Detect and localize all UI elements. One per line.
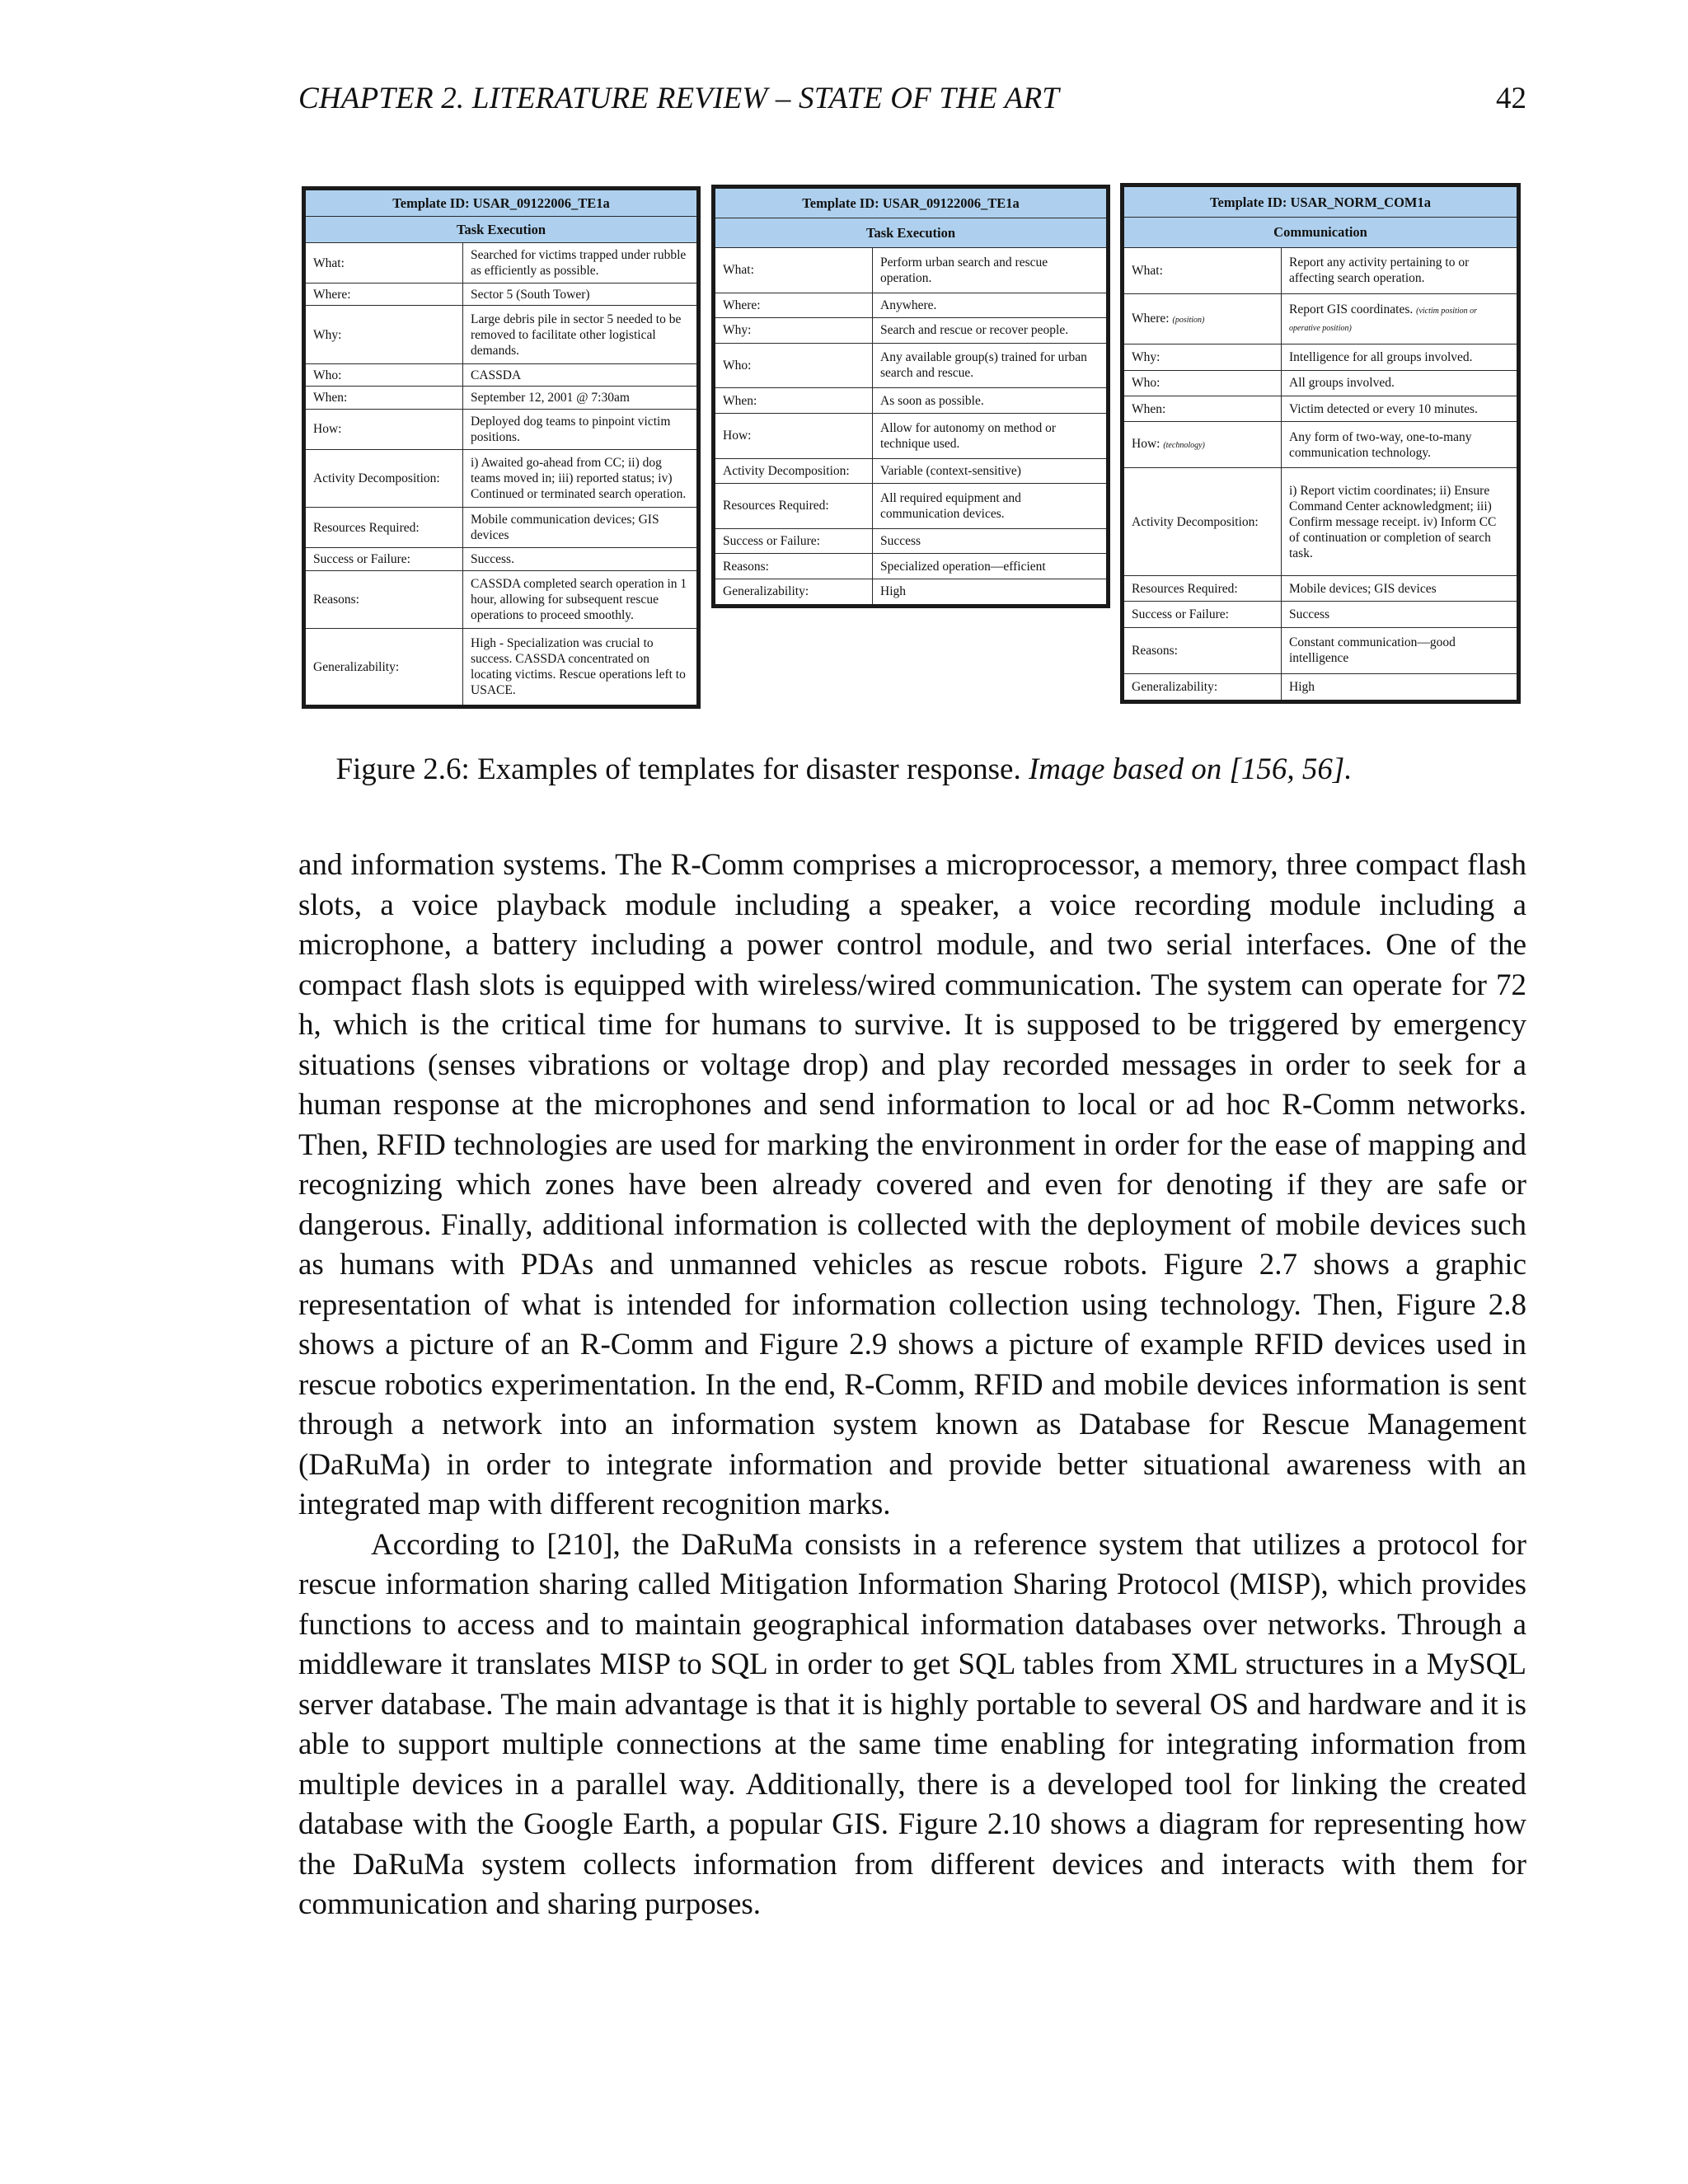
row-value: i) Awaited go-ahead from CC; ii) dog teams moved in; iii) reported status; iv) Continued or terminated search operation. [463, 449, 699, 508]
table-row [714, 247, 1109, 293]
row-label: Generalizability: [304, 629, 463, 707]
row-value: Allow for autonomy on method or technique used. [873, 413, 1109, 458]
template-table-1 [302, 186, 701, 709]
table-row [304, 387, 699, 409]
figure-templates [302, 183, 1522, 710]
row-label: Where: (position) [1123, 293, 1282, 344]
label-note: (position) [1172, 315, 1205, 325]
row-value: i) Report victim coordinates; ii) Ensure Command Center acknowledgment; iii) Confirm message receipt. iv) Inform CC of continuation or completion of search task. [1282, 468, 1519, 576]
row-label: Resources Required: [304, 508, 463, 548]
row-value: Perform urban search and rescue operation. [873, 247, 1109, 293]
table-row [714, 484, 1109, 529]
table-row [1123, 576, 1519, 602]
paragraph: According to [210], the DaRuMa consists in a reference system that utilizes a protocol for rescue information sharing called Mitigation Information Sharing Protocol (MISP), which provides functions to access and to maintain geographical information databases over networks. Through a middleware it translates MISP to SQL in order to get SQL tables from XML structures in a MySQL server database. The main advantage is that it is highly portable to several OS and hardware and it is able to support multiple connections at the same time enabling for integrating information from multiple devices in a parallel way. Additionally, there is a developed tool for linking the created database with the Google Earth, a popular GIS. Figure 2.10 shows a diagram for representing how the DaRuMa system collects information from different devices and interacts with them for communication and sharing purposes. [298, 1527, 1526, 1921]
table-row [1123, 468, 1519, 576]
row-value: Victim detected or every 10 minutes. [1282, 396, 1519, 421]
row-label: Why: [1123, 344, 1282, 370]
table-row [304, 629, 699, 707]
row-label: Where: [714, 293, 873, 318]
table-row [304, 364, 699, 387]
row-label: What: [714, 247, 873, 293]
row-value: Searched for victims trapped under rubble as efficiently as possible. [463, 243, 699, 284]
row-value: High [873, 579, 1109, 606]
table-row [1123, 602, 1519, 627]
row-label: Reasons: [1123, 627, 1282, 673]
caption-text: Figure 2.6: Examples of templates for disaster response. [335, 752, 1021, 786]
row-value: Mobile devices; GIS devices [1282, 576, 1519, 602]
row-value: Success [873, 528, 1109, 554]
row-label: How: (technology) [1123, 422, 1282, 468]
table-row [714, 554, 1109, 579]
table-row [714, 343, 1109, 388]
row-label: Resources Required: [1123, 576, 1282, 602]
template-section: Task Execution [714, 218, 1109, 248]
row-label: Reasons: [714, 554, 873, 579]
row-label: Resources Required: [714, 484, 873, 529]
row-label: When: [714, 388, 873, 414]
row-label: How: [304, 409, 463, 449]
template-table-3 [1120, 183, 1521, 704]
row-value: Any form of two-way, one-to-many communication technology. [1282, 422, 1519, 468]
row-label: What: [1123, 247, 1282, 293]
table-row [714, 458, 1109, 484]
row-value: Success. [463, 548, 699, 570]
running-header [298, 81, 1526, 122]
paragraph: and information systems. The R-Comm comprises a microprocessor, a memory, three compact flash slots, a voice playback module including a speaker, a voice recording module including a microphone, a battery including a power control module, and two serial interfaces. One of the compact flash slots is equipped with wireless/wired communication. The system can operate for 72 h, which is the critical time for humans to survive. It is supposed to be triggered by emergency situations (senses vibrations or voltage drop) and play recorded messages in order to seek for a human response at the microphones and send information to local or ad hoc R-Comm networks. Then, RFID technologies are used for marking the environment in order for the ease of mapping and recognizing which zones have been already covered and even for denoting if they are safe or dangerous. Finally, additional information is collected with the deployment of mobile devices such as humans with PDAs and unmanned vehicles as rescue robots. Figure 2.7 shows a graphic representation of what is intended for information collection using technology. Then, Figure 2.8 shows a picture of an R-Comm and Figure 2.9 shows a picture of example RFID devices used in rescue robotics experimentation. In the end, R-Comm, RFID and mobile devices information is sent through a network into an information system known as Database for Rescue Management (DaRuMa) in order to integrate information and provide better situational awareness with an integrated map with different recognition marks. [298, 848, 1526, 1521]
row-value: Report GIS coordinates. (victim position or operative position) [1282, 293, 1519, 344]
row-value: Deployed dog teams to pinpoint victim positions. [463, 409, 699, 449]
row-label: Why: [304, 306, 463, 364]
row-label: When: [304, 387, 463, 409]
chapter-title: CHAPTER 2. LITERATURE REVIEW – STATE OF THE ART [298, 82, 1060, 115]
row-value: Mobile communication devices; GIS devices [463, 508, 699, 548]
row-label: Generalizability: [714, 579, 873, 606]
table-row [1123, 293, 1519, 344]
row-value: Anywhere. [873, 293, 1109, 318]
row-value: Success [1282, 602, 1519, 627]
template-title: Template ID: USAR_09122006_TE1a [304, 189, 699, 217]
row-label: Reasons: [304, 570, 463, 629]
table-row [1123, 247, 1519, 293]
row-value: Constant communication—good intelligence [1282, 627, 1519, 673]
row-label: How: [714, 413, 873, 458]
row-value: CASSDA [463, 364, 699, 387]
row-label: Who: [1123, 370, 1282, 396]
table-row [304, 284, 699, 306]
row-value: High - Specialization was crucial to success. CASSDA concentrated on locating victims. Rescue operations left to USACE. [463, 629, 699, 707]
row-label: Success or Failure: [1123, 602, 1282, 627]
table-row [714, 528, 1109, 554]
row-value: As soon as possible. [873, 388, 1109, 414]
table-row [714, 413, 1109, 458]
row-value: Variable (context-sensitive) [873, 458, 1109, 484]
table-row [304, 508, 699, 548]
row-value: CASSDA completed search operation in 1 hour, allowing for subsequent rescue operations to proceed smoothly. [463, 570, 699, 629]
template-section: Task Execution [304, 217, 699, 243]
row-value: Search and rescue or recover people. [873, 318, 1109, 344]
page-number: 42 [1496, 82, 1526, 115]
row-value: Intelligence for all groups involved. [1282, 344, 1519, 370]
label-note: (technology) [1163, 441, 1205, 451]
template-table-2 [711, 185, 1110, 608]
caption-reference: Image based on [156, 56]. [1028, 752, 1353, 786]
body-text [298, 846, 1526, 1925]
row-value: Specialized operation—efficient [873, 554, 1109, 579]
figure-caption [0, 752, 1688, 787]
table-row [1123, 396, 1519, 421]
row-label: Who: [304, 364, 463, 387]
table-row [1123, 673, 1519, 701]
row-value: Large debris pile in sector 5 needed to be removed to facilitate other logistical demands. [463, 306, 699, 364]
table-row [304, 449, 699, 508]
row-value: High [1282, 673, 1519, 701]
table-row [304, 570, 699, 629]
value-note: (victim position or operative position) [1289, 307, 1477, 334]
row-value: All required equipment and communication devices. [873, 484, 1109, 529]
table-row [714, 579, 1109, 606]
row-label: Why: [714, 318, 873, 344]
table-row [304, 409, 699, 449]
row-label: Who: [714, 343, 873, 388]
table-row [1123, 344, 1519, 370]
template-title: Template ID: USAR_09122006_TE1a [714, 187, 1109, 218]
row-label: Activity Decomposition: [304, 449, 463, 508]
template-section: Communication [1123, 218, 1519, 248]
table-row [714, 388, 1109, 414]
row-label: Generalizability: [1123, 673, 1282, 701]
row-label: Success or Failure: [714, 528, 873, 554]
row-value: Any available group(s) trained for urban search and rescue. [873, 343, 1109, 388]
row-value: Sector 5 (South Tower) [463, 284, 699, 306]
table-row [714, 293, 1109, 318]
row-label: When: [1123, 396, 1282, 421]
template-title: Template ID: USAR_NORM_COM1a [1123, 185, 1519, 218]
table-row [1123, 627, 1519, 673]
row-label: Activity Decomposition: [714, 458, 873, 484]
table-row [304, 243, 699, 284]
row-value: Report any activity pertaining to or affecting search operation. [1282, 247, 1519, 293]
table-row [714, 318, 1109, 344]
table-row [1123, 370, 1519, 396]
row-label: Where: [304, 284, 463, 306]
row-value: All groups involved. [1282, 370, 1519, 396]
table-row [304, 306, 699, 364]
row-label: What: [304, 243, 463, 284]
row-label: Success or Failure: [304, 548, 463, 570]
row-value: September 12, 2001 @ 7:30am [463, 387, 699, 409]
table-row [1123, 422, 1519, 468]
table-row [304, 548, 699, 570]
row-label: Activity Decomposition: [1123, 468, 1282, 576]
